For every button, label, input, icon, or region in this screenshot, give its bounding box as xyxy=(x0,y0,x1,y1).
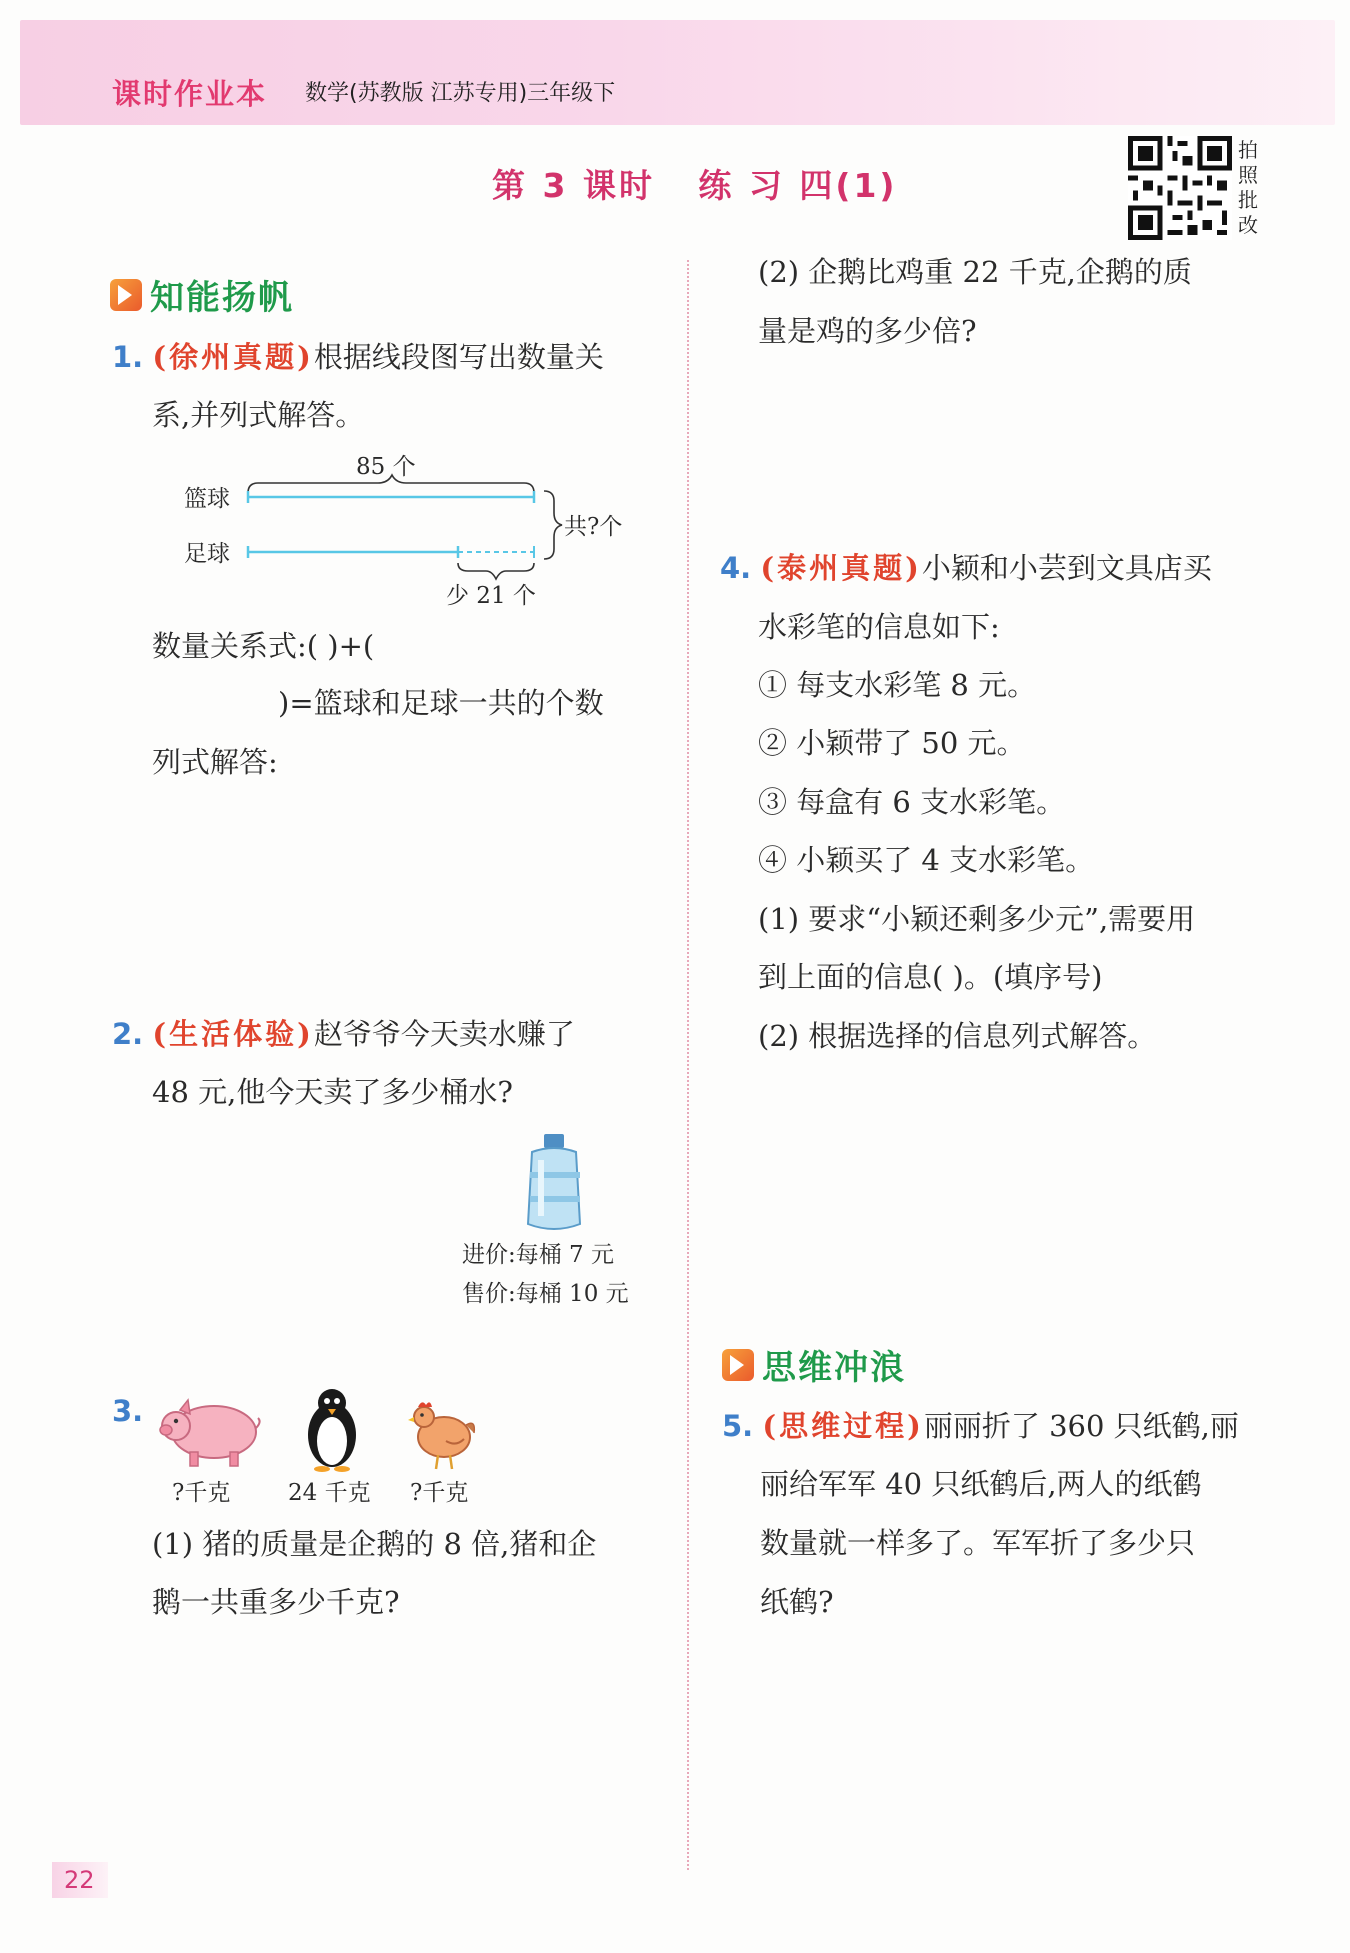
subject-title: 数学(苏教版 江苏专用)三年级下 xyxy=(305,81,616,106)
q4-part1-line2: 到上面的信息( )。(填序号) xyxy=(758,960,1103,994)
diagram-less: 少 21 个 xyxy=(446,583,536,609)
label-basketball: 篮球 xyxy=(184,486,230,512)
q3-part2-line1: (2) 企鹅比鸡重 22 千克,企鹅的质 xyxy=(758,255,1192,289)
q1-relation-2: )=篮球和足球一共的个数 xyxy=(278,686,604,720)
q2-cost: 进价:每桶 7 元 xyxy=(462,1242,615,1268)
less-brace xyxy=(458,563,534,579)
wave-icon xyxy=(722,1349,754,1381)
q5-line4: 纸鹤? xyxy=(760,1585,834,1619)
q4-number: 4. xyxy=(720,551,752,585)
water-bucket-icon xyxy=(522,1132,588,1236)
pig-weight: ?千克 xyxy=(172,1480,231,1506)
pig-icon xyxy=(158,1390,262,1470)
hen-icon xyxy=(406,1395,476,1473)
q1-segment-diagram xyxy=(170,445,650,615)
q2-price: 售价:每桶 10 元 xyxy=(462,1281,629,1307)
brand-title: 课时作业本 xyxy=(112,77,268,111)
q1-line2: 系,并列式解答。 xyxy=(152,398,365,432)
q2-tag: (生活体验) xyxy=(152,1017,314,1051)
qr-label: 拍照批改 xyxy=(1238,138,1258,237)
section-heading-2 xyxy=(722,1340,906,1389)
q5-text-1: 丽丽折了 360 只纸鹤,丽 xyxy=(923,1409,1239,1443)
diagram-top-value: 85 个 xyxy=(356,454,416,480)
q1-relation-1: 数量关系式:( )+( xyxy=(152,629,375,663)
q5-line2: 丽给军军 40 只纸鹤后,两人的纸鹤 xyxy=(760,1467,1202,1501)
q5-line1 xyxy=(722,1407,1239,1445)
section-heading-1 xyxy=(110,270,294,319)
section-title: 知能扬帆 xyxy=(150,278,294,318)
q2-line1 xyxy=(112,1015,575,1053)
diagram-total: 共?个 xyxy=(564,514,623,540)
q4-line2: 水彩笔的信息如下: xyxy=(758,610,1000,644)
q1-number: 1. xyxy=(112,340,144,374)
q1-line1 xyxy=(112,338,604,376)
q4-info-3: ③ 每盒有 6 支水彩笔。 xyxy=(758,785,1066,819)
q4-text-1: 小颖和小芸到文具店买 xyxy=(921,551,1212,585)
q3-line1 xyxy=(112,1392,143,1430)
penguin-icon xyxy=(300,1385,364,1473)
q2-number: 2. xyxy=(112,1017,144,1051)
q4-part1-line1: (1) 要求“小颖还剩多少元”,需要用 xyxy=(758,902,1196,936)
q5-line3: 数量就一样多了。军军折了多少只 xyxy=(760,1526,1196,1560)
q5-number: 5. xyxy=(722,1409,754,1443)
q3-number: 3. xyxy=(112,1394,144,1428)
top-brace xyxy=(248,475,534,493)
q4-info-2: ② 小颖带了 50 元。 xyxy=(758,726,1026,760)
q1-text-1: 根据线段图写出数量关 xyxy=(313,340,604,374)
q4-info-1: ① 每支水彩笔 8 元。 xyxy=(758,668,1037,702)
sail-icon xyxy=(110,279,142,311)
page-number: 22 xyxy=(52,1862,108,1898)
q3-part2-line2: 量是鸡的多少倍? xyxy=(758,314,977,348)
lesson-title: 第 3 课时 练 习 四(1) xyxy=(492,166,898,205)
q3-part1-line2: 鹅一共重多少千克? xyxy=(152,1585,400,1619)
q4-tag: (泰州真题) xyxy=(760,551,922,585)
q4-info-4: ④ 小颖买了 4 支水彩笔。 xyxy=(758,843,1095,877)
q3-part1-line1: (1) 猪的质量是企鹅的 8 倍,猪和企 xyxy=(152,1527,597,1561)
q2-text-1: 赵爷爷今天卖水赚了 xyxy=(313,1017,575,1051)
q1-tag: (徐州真题) xyxy=(152,340,314,374)
total-brace xyxy=(544,491,562,559)
hen-weight: ?千克 xyxy=(410,1480,469,1506)
q2-line2: 48 元,他今天卖了多少桶水? xyxy=(152,1075,513,1109)
label-football: 足球 xyxy=(184,541,230,567)
column-divider xyxy=(687,260,689,1870)
q4-part2: (2) 根据选择的信息列式解答。 xyxy=(758,1019,1157,1053)
q4-line1 xyxy=(720,549,1212,587)
q1-solve-label: 列式解答: xyxy=(152,745,278,779)
qr-code-icon[interactable] xyxy=(1128,136,1232,240)
section-title: 思维冲浪 xyxy=(762,1348,906,1388)
penguin-weight: 24 千克 xyxy=(288,1480,371,1506)
q5-tag: (思维过程) xyxy=(762,1409,924,1443)
